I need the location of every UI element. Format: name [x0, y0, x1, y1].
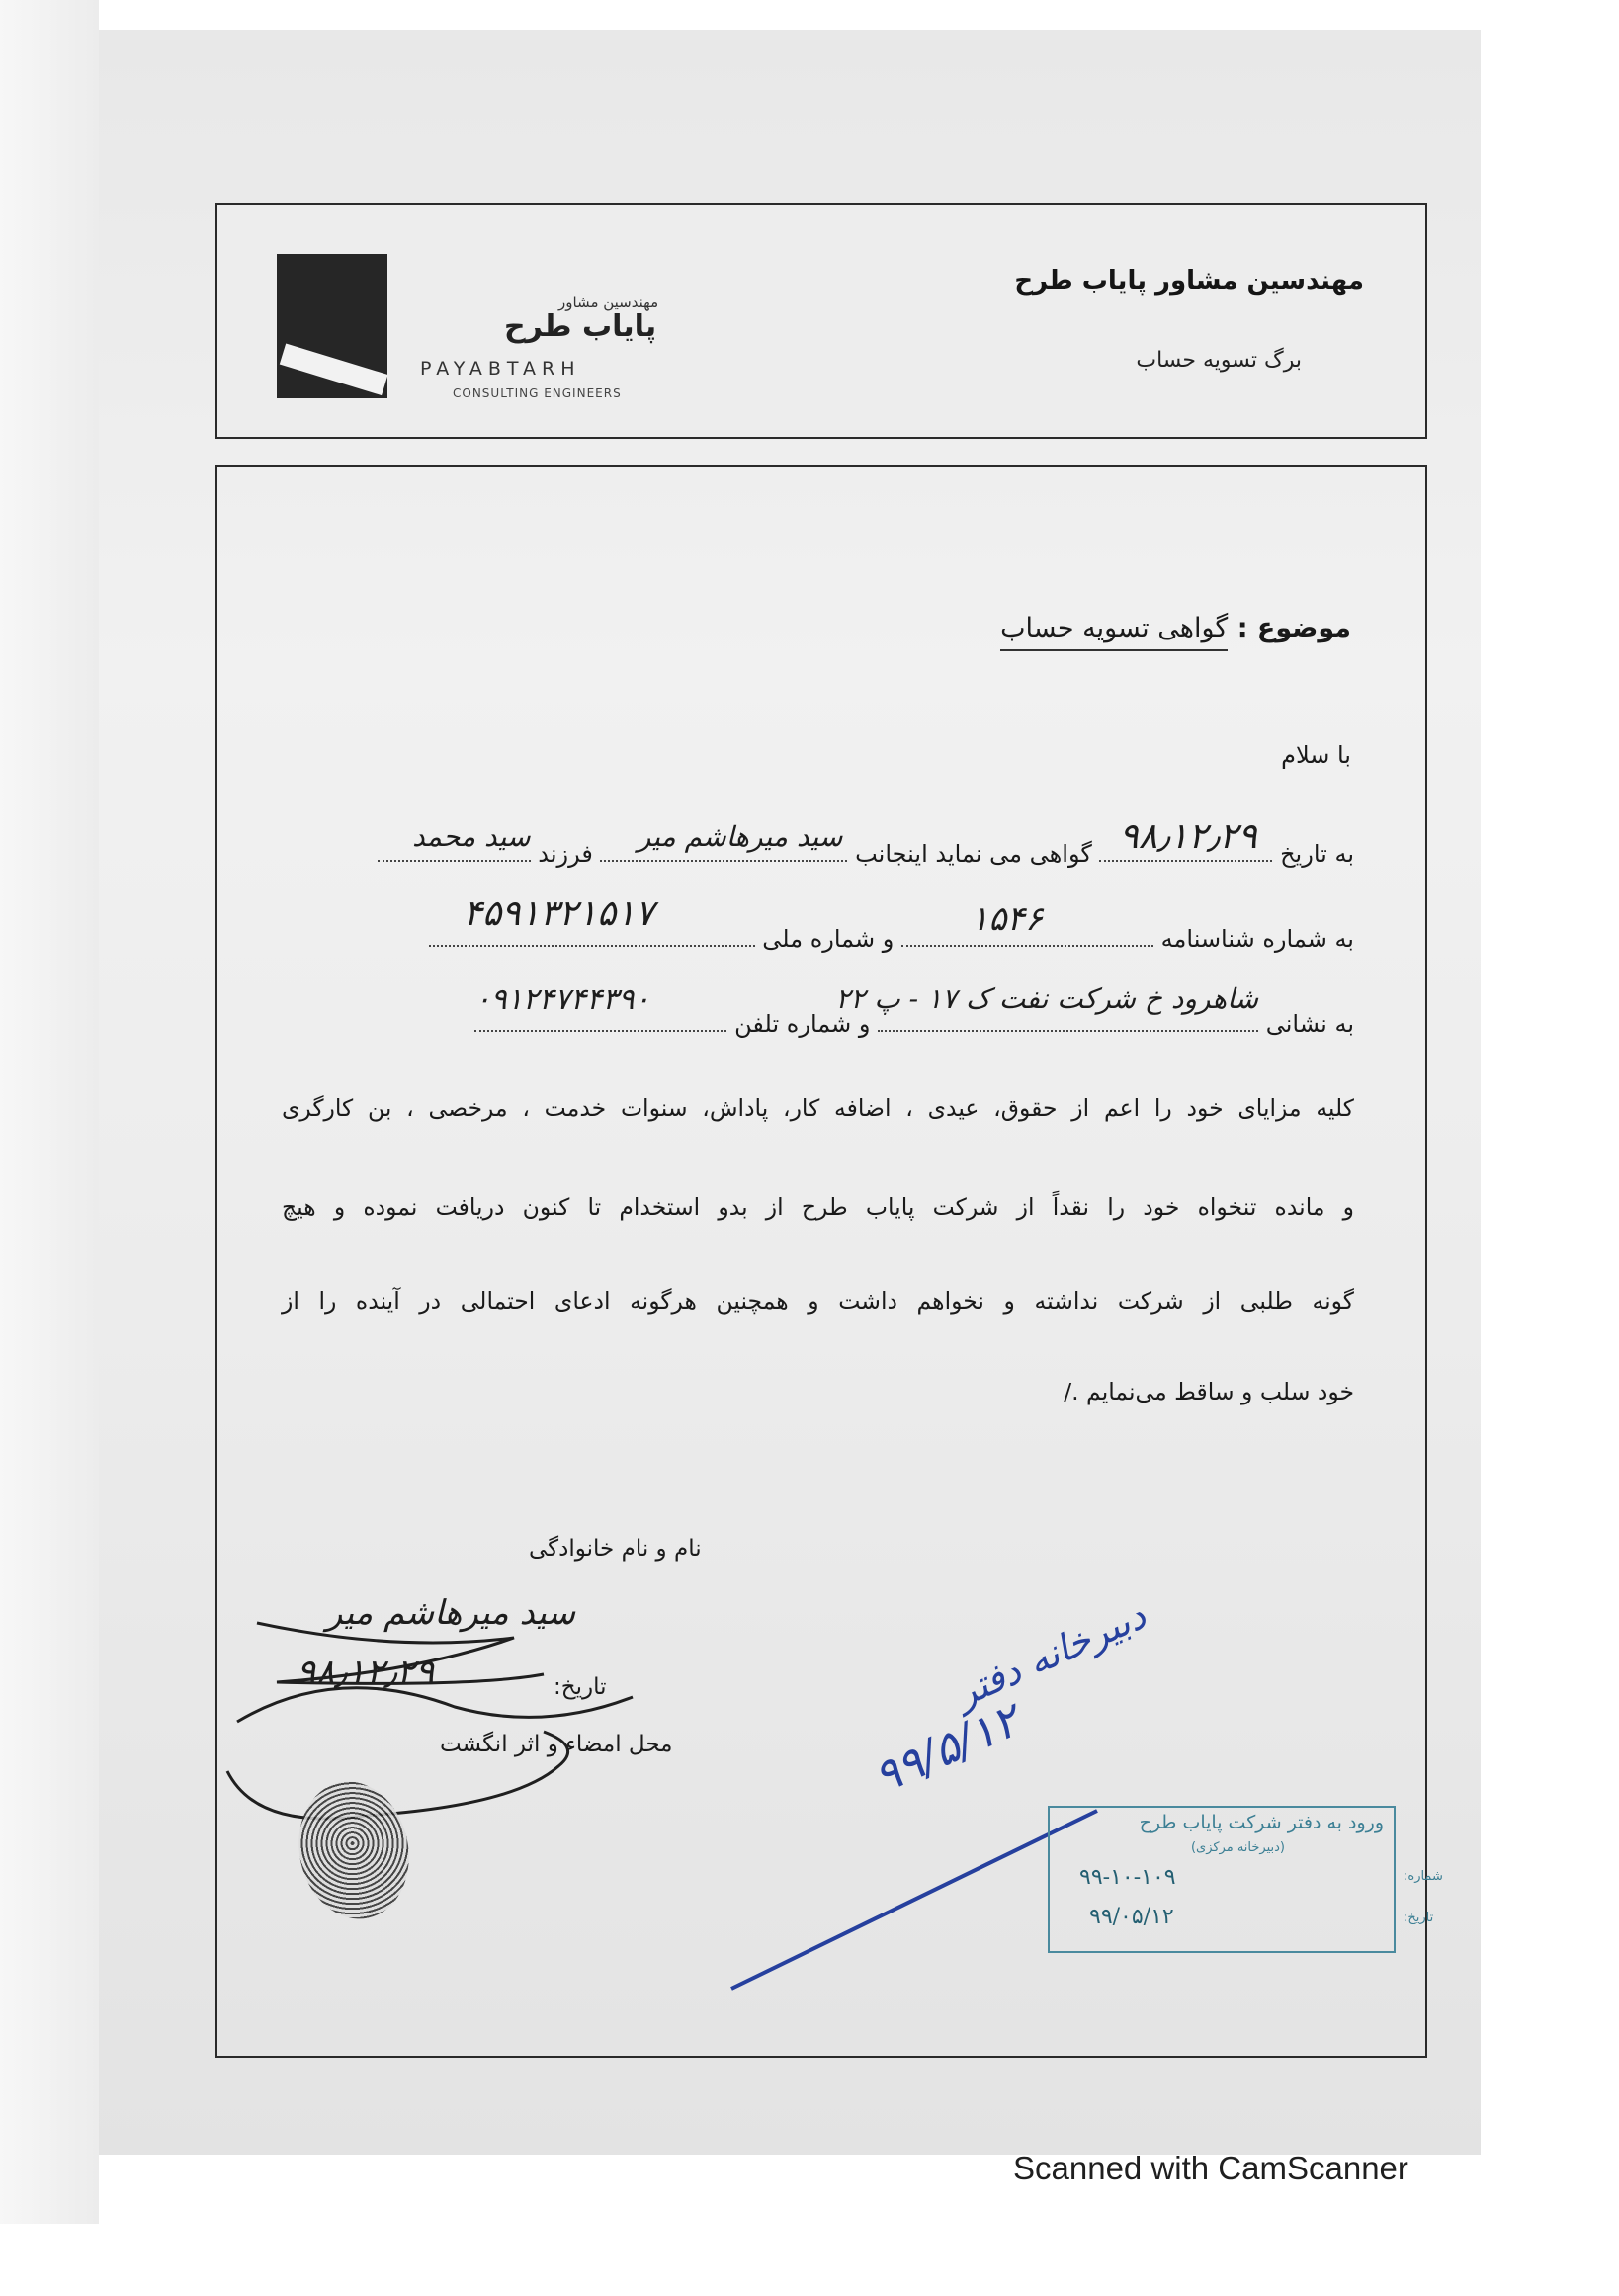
camscanner-watermark: Scanned with CamScanner	[1013, 2150, 1408, 2186]
stamp-subtitle: (دبیرخانه مرکزی)	[1190, 1840, 1285, 1855]
stamp-number-label: شماره:	[1404, 1869, 1443, 1884]
signature-scribble	[217, 1603, 692, 1850]
line-id-numbers	[429, 893, 1354, 953]
subject-line	[1000, 613, 1351, 643]
paragraph-line-3: گونه طلبی از شرکت نداشته و نخواهم داشت و همچنین هرگونه ادعای احتمالی در آینده را از	[282, 1287, 1354, 1315]
logo-fa-small: مهندسین مشاور	[558, 294, 659, 311]
line-address-phone	[474, 982, 1354, 1038]
company-logo-mark	[277, 254, 387, 398]
father-name-handwritten: سید محمد	[412, 820, 531, 853]
certify-text: گواهی می نماید اینجانب	[855, 840, 1092, 868]
logo-en-name: PAYABTARH	[420, 358, 581, 380]
scan-bottom-margin	[0, 2224, 1619, 2296]
name-label: نام و نام خانوادگی	[529, 1536, 702, 1562]
paragraph-line-4: خود سلب و ساقط می‌نمایم ./	[1064, 1378, 1354, 1405]
stamp-date-label: تاریخ:	[1404, 1911, 1434, 1925]
signature-date-label: تاریخ:	[554, 1674, 607, 1700]
date-handwritten: ۹۸٫۱۲٫۲۹	[1119, 816, 1257, 857]
id-number-handwritten: ۱۵۴۶	[971, 899, 1044, 939]
scan-left-edge	[0, 0, 99, 2224]
address-label: به نشانی	[1265, 1010, 1354, 1038]
id-number-label: به شماره شناسنامه	[1160, 925, 1354, 953]
signature-place-label: محل امضاء و اثر انگشت	[440, 1732, 673, 1757]
national-id-handwritten: ۴۵۹۱۳۲۱۵۱۷	[463, 893, 654, 934]
date-label: به تاریخ	[1280, 840, 1354, 868]
name-handwritten: سید میرهاشم میر	[637, 820, 843, 853]
receipt-stamp	[1048, 1806, 1443, 1953]
letterhead	[215, 203, 1427, 439]
address-handwritten: شاهرود خ شرکت نفت ک ۱۷ - پ ۲۲	[835, 982, 1259, 1015]
form-title: برگ تسویه حساب	[1136, 348, 1302, 373]
logo-en-subtitle: CONSULTING ENGINEERS	[453, 386, 622, 400]
phone-handwritten: ۰۹۱۲۴۷۴۴۳۹۰	[474, 982, 650, 1017]
stamp-date: ۹۹/۰۵/۱۲	[1089, 1905, 1174, 1929]
paragraph-line-1: کلیه مزایای خود را اعم از حقوق، عیدی ، اضافه کار، پاداش، سنوات خدمت ، مرخصی ، بن کارگری	[282, 1094, 1354, 1122]
signature-date-handwritten: ۹۸٫۱۲٫۲۹	[297, 1653, 435, 1693]
signature-name-handwritten: سید میرهاشم میر	[326, 1593, 576, 1633]
subject-value: گواهی تسویه حساب	[1000, 613, 1228, 651]
line-date-name	[378, 816, 1354, 868]
logo-fa-name: پایاب طرح	[504, 309, 657, 344]
stamp-number: ۹۹-۱۰-۱۰۹	[1079, 1865, 1176, 1890]
child-of-label: فرزند	[538, 840, 593, 868]
national-id-label: و شماره ملی	[762, 925, 895, 953]
paragraph-line-2: و مانده تنخواه خود را نقداً از شرکت پایاب طرح از بدو استخدام تا کنون دریافت نموده و هیچ	[282, 1193, 1354, 1221]
subject-label: موضوع :	[1236, 613, 1351, 643]
blue-handwritten-date: ۹۹/۵/۱۲	[865, 1692, 1027, 1805]
blue-handwritten-note: دبیرخانه دفتر	[948, 1593, 1152, 1716]
letter-body	[215, 465, 1443, 2058]
greeting: با سلام	[1281, 741, 1351, 769]
company-name: مهندسین مشاور پایاب طرح	[1014, 266, 1364, 296]
phone-label: و شماره تلفن	[734, 1010, 871, 1038]
stamp-title: ورود به دفتر شرکت پایاب طرح	[1139, 1812, 1384, 1833]
